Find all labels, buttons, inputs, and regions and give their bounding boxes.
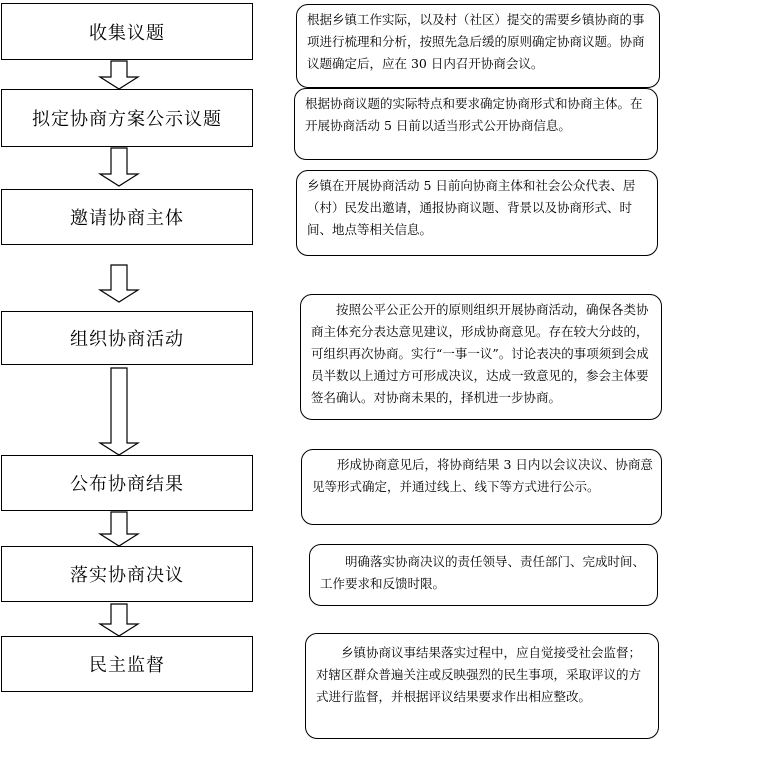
step-organize-activity: 组织协商活动 bbox=[1, 311, 253, 365]
flow-arrow-3 bbox=[100, 265, 138, 302]
note-invite-participants: 乡镇在开展协商活动 5 日前向协商主体和社会公众代表、居（村）民发出邀请，通报协商议题、背景以及协商形式、时间、地点等相关信息。 bbox=[296, 170, 658, 256]
step-democratic-supervision: 民主监督 bbox=[1, 636, 253, 692]
note-democratic-supervision: 乡镇协商议事结果落实过程中，应自觉接受社会监督；对辖区群众普遍关注或反映强烈的民生事项，采取评议的方式进行监督，并根据评议结果要求作出相应整改。 bbox=[305, 633, 659, 739]
note-organize-activity: 按照公平公正公开的原则组织开展协商活动，确保各类协商主体充分表达意见建议，形成协商意见。存在较大分歧的，可组织再次协商。实行“一事一议”。讨论表决的事项须到会成员半数以上通过方可形成决议，达成一致意见的，参会主体要签名确认。对协商未果的，择机进一步协商。 bbox=[300, 294, 662, 420]
step-implement-resolution: 落实协商决议 bbox=[1, 546, 253, 602]
note-publish-results: 形成协商意见后，将协商结果 3 日内以会议决议、协商意见等形式确定，并通过线上、线下等方式进行公示。 bbox=[301, 449, 662, 525]
step-draft-plan: 拟定协商方案公示议题 bbox=[1, 89, 253, 147]
note-implement-resolution: 明确落实协商决议的责任领导、责任部门、完成时间、工作要求和反馈时限。 bbox=[309, 544, 658, 606]
note-draft-plan: 根据协商议题的实际特点和要求确定协商形式和协商主体。在开展协商活动 5 日前以适当形式公开协商信息。 bbox=[294, 88, 658, 160]
note-collect-topics: 根据乡镇工作实际，以及村（社区）提交的需要乡镇协商的事项进行梳理和分析，按照先急后缓的原则确定协商议题。协商议题确定后，应在 30 日内召开协商会议。 bbox=[296, 4, 660, 88]
flow-arrow-2 bbox=[100, 148, 138, 186]
flow-arrow-4 bbox=[100, 368, 138, 455]
flow-arrow-5 bbox=[100, 512, 138, 546]
flow-arrow-6 bbox=[100, 604, 138, 636]
flow-arrow-1 bbox=[100, 61, 138, 89]
step-collect-topics: 收集议题 bbox=[1, 3, 253, 60]
step-invite-participants: 邀请协商主体 bbox=[1, 189, 253, 245]
step-publish-results: 公布协商结果 bbox=[1, 455, 253, 511]
